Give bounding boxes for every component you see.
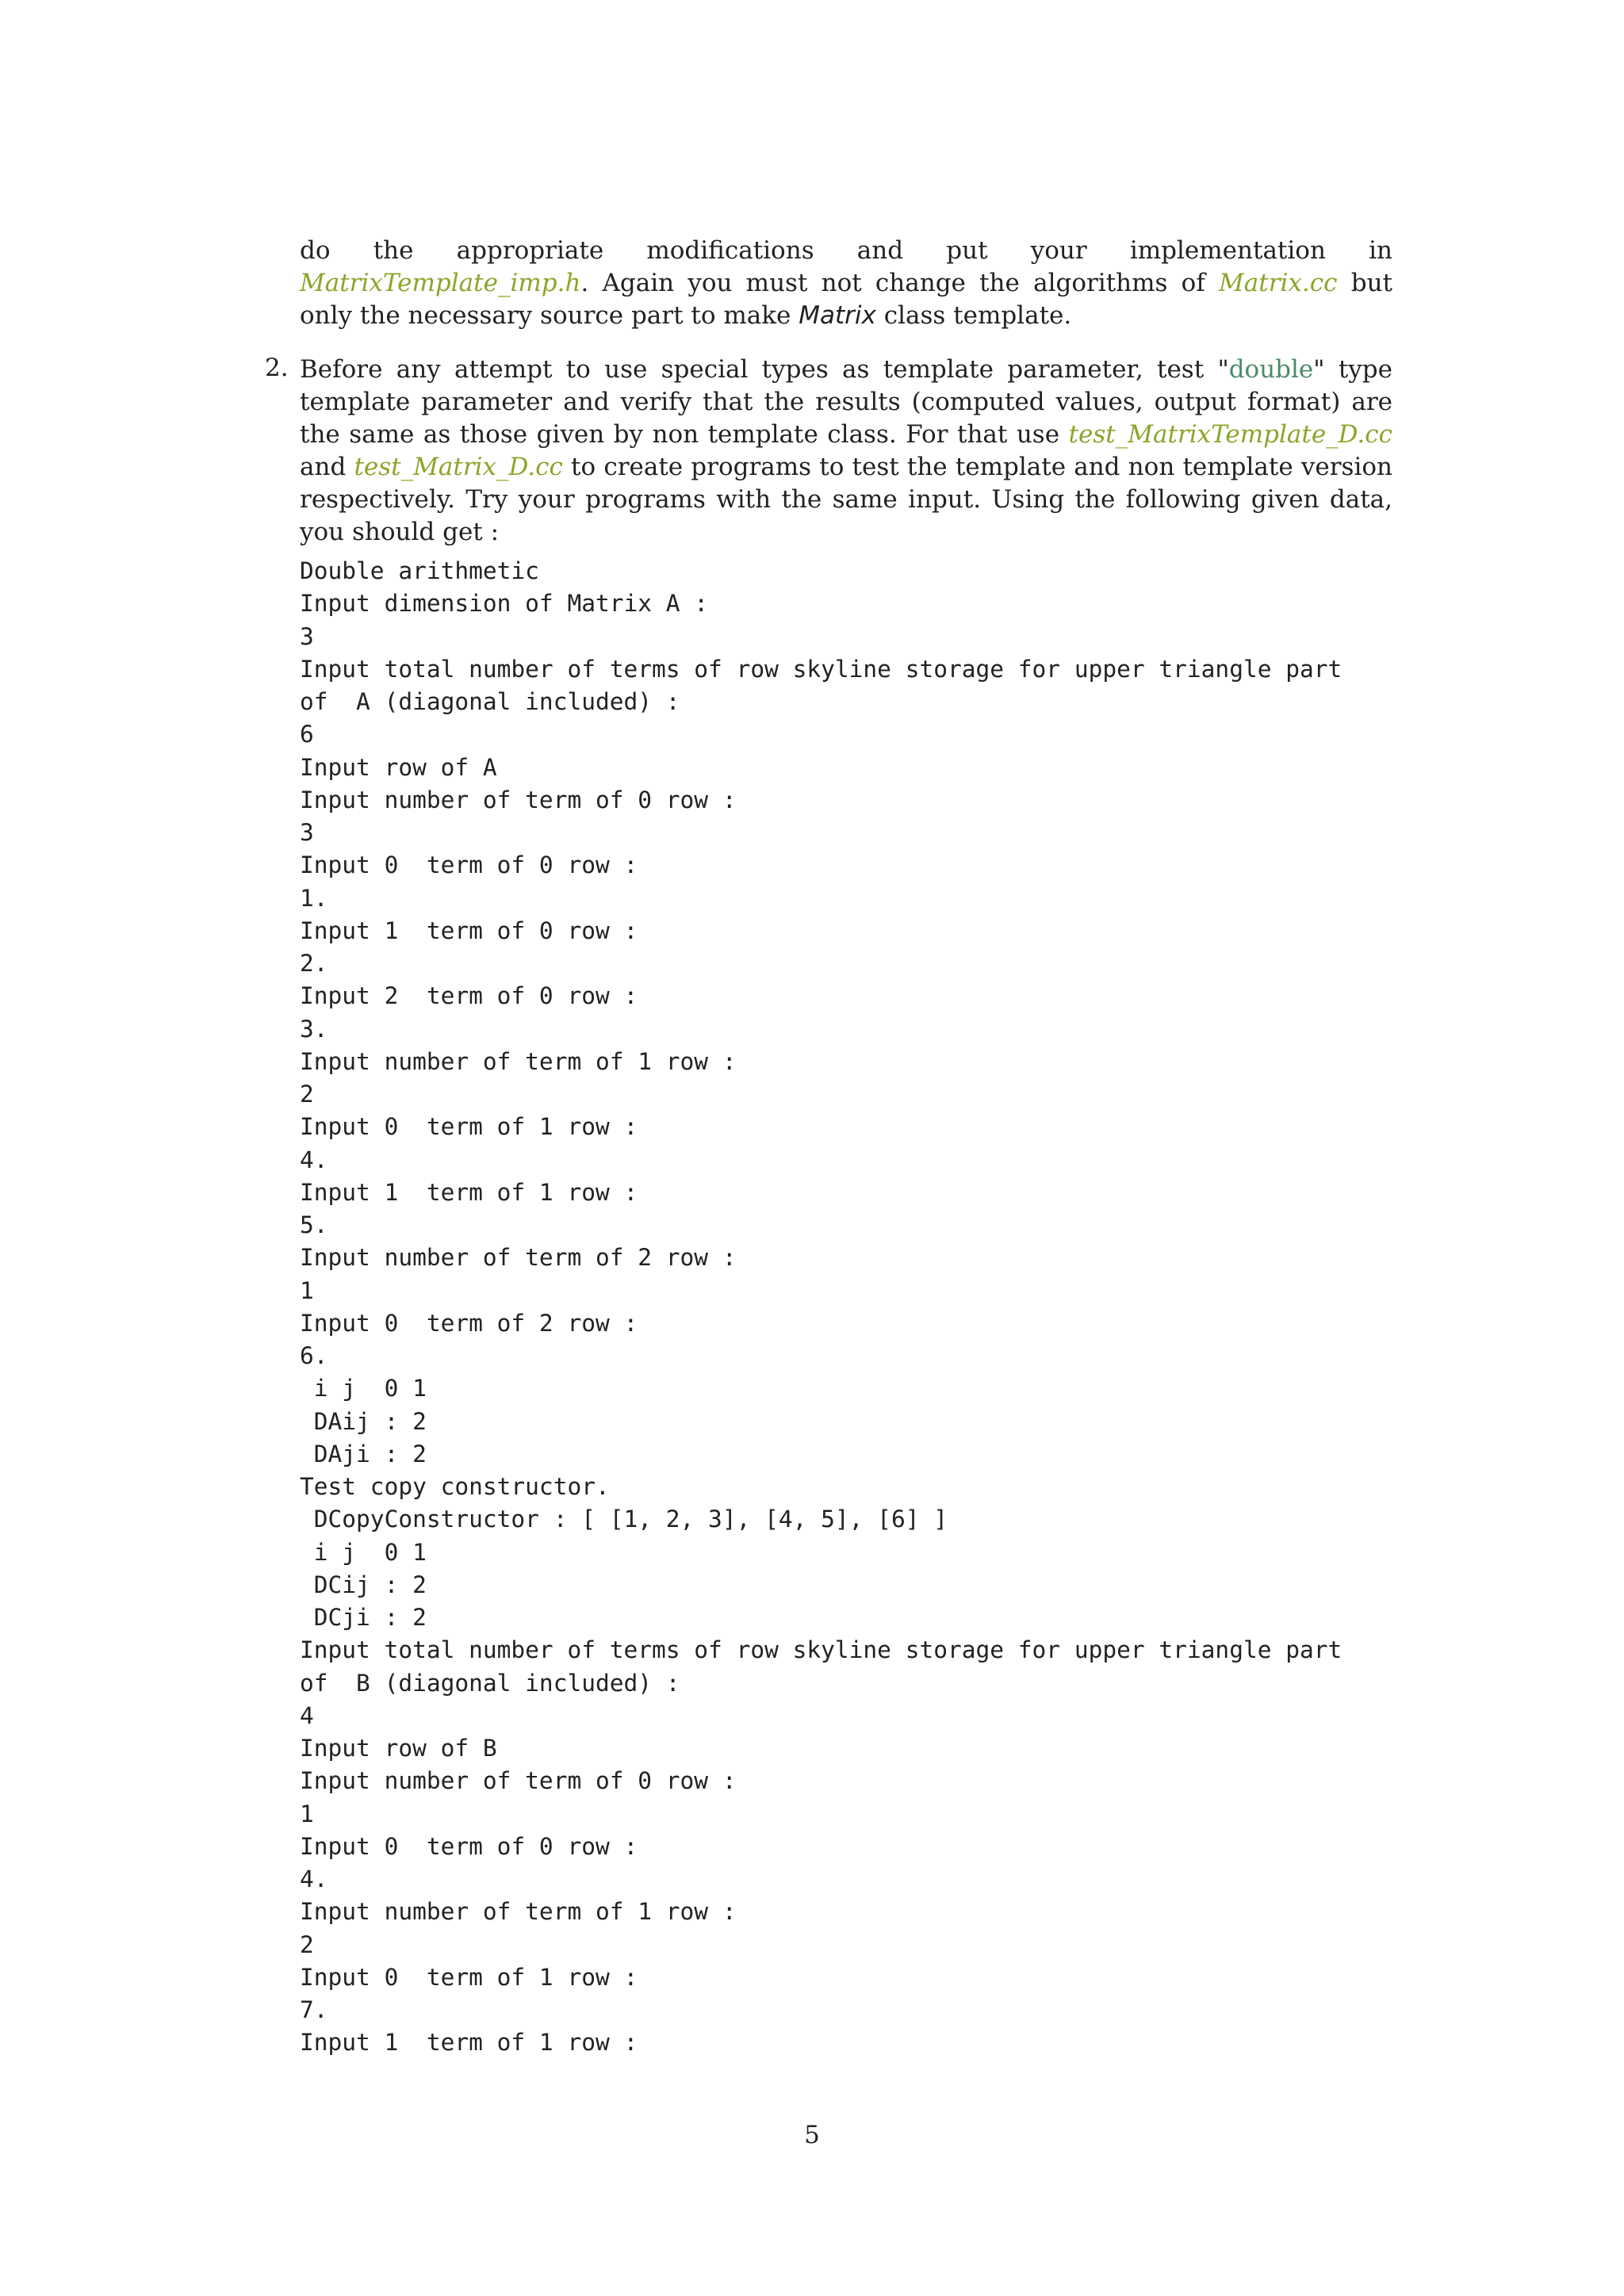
code-line: 5. (300, 1211, 328, 1238)
code-line: i j 0 1 (300, 1538, 427, 1566)
paragraph-text (300, 235, 1392, 332)
class-name-matrix: Matrix (799, 301, 876, 330)
code-line: of B (diagonal included) : (300, 1669, 680, 1697)
code-line: 7. (300, 1996, 328, 2023)
code-line: 6 (300, 721, 314, 748)
keyword-double: double (1228, 355, 1314, 384)
code-line: Input number of term of 0 row : (300, 1767, 737, 1795)
code-line: Input 1 term of 0 row : (300, 916, 638, 944)
text-span: do the appropriate modifications and put your implementation in (300, 236, 1392, 265)
code-line: Input row of A (300, 753, 497, 781)
filename-matrixtemplate-imp-h: MatrixTemplate_imp.h (300, 269, 581, 297)
code-line: Input number of term of 1 row : (300, 1047, 737, 1075)
code-line: Input 2 term of 0 row : (300, 982, 638, 1010)
code-line: Input total number of terms of row skyline storage for upper triangle part (300, 655, 1342, 683)
code-line: 1 (300, 1276, 314, 1304)
code-line: Input number of term of 2 row : (300, 1244, 737, 1272)
code-line: Input total number of terms of row skyline storage for upper triangle part (300, 1636, 1342, 1664)
code-line: Input 1 term of 1 row : (300, 1178, 638, 1206)
text-span: and (300, 453, 354, 481)
code-line: 1. (300, 884, 328, 912)
code-line: Input 0 term of 0 row : (300, 1832, 638, 1860)
code-line: DAij : 2 (300, 1407, 427, 1435)
code-line: 2. (300, 950, 328, 977)
code-line: 1 (300, 1800, 314, 1827)
program-output-listing (300, 555, 1410, 2060)
text-span: Before any attempt to use special types as template parameter, test " (300, 355, 1229, 384)
code-line: 2 (300, 1931, 314, 1958)
code-line: Input 1 term of 1 row : (300, 2029, 638, 2057)
page-number: 5 (804, 2121, 820, 2149)
code-line: Input number of term of 1 row : (300, 1898, 737, 1926)
list-item-2 (265, 354, 1392, 549)
code-line: Input 0 term of 1 row : (300, 1963, 638, 1991)
text-span: " type template parameter and verify that the results (computed values, output format) are the same as those given by non template class. For that use (300, 355, 1392, 449)
code-line: DAji : 2 (300, 1440, 427, 1468)
code-line: DCji : 2 (300, 1604, 427, 1631)
code-line: Input 0 term of 1 row : (300, 1113, 638, 1141)
code-line: 3 (300, 819, 314, 846)
code-line: 4. (300, 1146, 328, 1173)
paragraph-text (300, 354, 1392, 549)
code-line: Input row of B (300, 1735, 497, 1762)
code-line: of A (diagonal included) : (300, 688, 680, 715)
code-line: DCij : 2 (300, 1571, 427, 1598)
code-line: i j 0 1 (300, 1375, 427, 1402)
text-span: . Again you must not change the algorithms of (580, 269, 1220, 297)
code-line: 3 (300, 622, 314, 650)
filename-matrix-cc: Matrix.cc (1219, 269, 1338, 297)
code-line: 3. (300, 1015, 328, 1043)
code-line: 2 (300, 1081, 314, 1108)
code-line: Input 0 term of 2 row : (300, 1309, 638, 1337)
code-line: 6. (300, 1342, 328, 1369)
code-line: Double arithmetic (300, 557, 539, 584)
text-span: class template. (875, 301, 1072, 330)
code-line: DCopyConstructor : [ [1, 2, 3], [4, 5], [6] ] (300, 1506, 948, 1533)
code-line: Input number of term of 0 row : (300, 786, 737, 813)
text-span: to create programs to test the template and non template version respectively. Try your programs with the same input. Using the following given data, you should get : (300, 453, 1392, 546)
code-line: Input 0 term of 0 row : (300, 851, 638, 879)
code-line: Test copy constructor. (300, 1473, 610, 1500)
code-line: 4 (300, 1701, 314, 1729)
filename-test-matrix-d-cc: test_Matrix_D.cc (354, 453, 563, 481)
filename-test-matrixtemplate-d-cc: test_MatrixTemplate_D.cc (1068, 420, 1392, 449)
code-line: 4. (300, 1866, 328, 1892)
continuation-paragraph (300, 235, 1392, 332)
list-item-number: 2. (265, 354, 289, 382)
code-line: Input dimension of Matrix A : (300, 590, 709, 618)
text-span: but only the necessary source part to make (300, 269, 1392, 330)
